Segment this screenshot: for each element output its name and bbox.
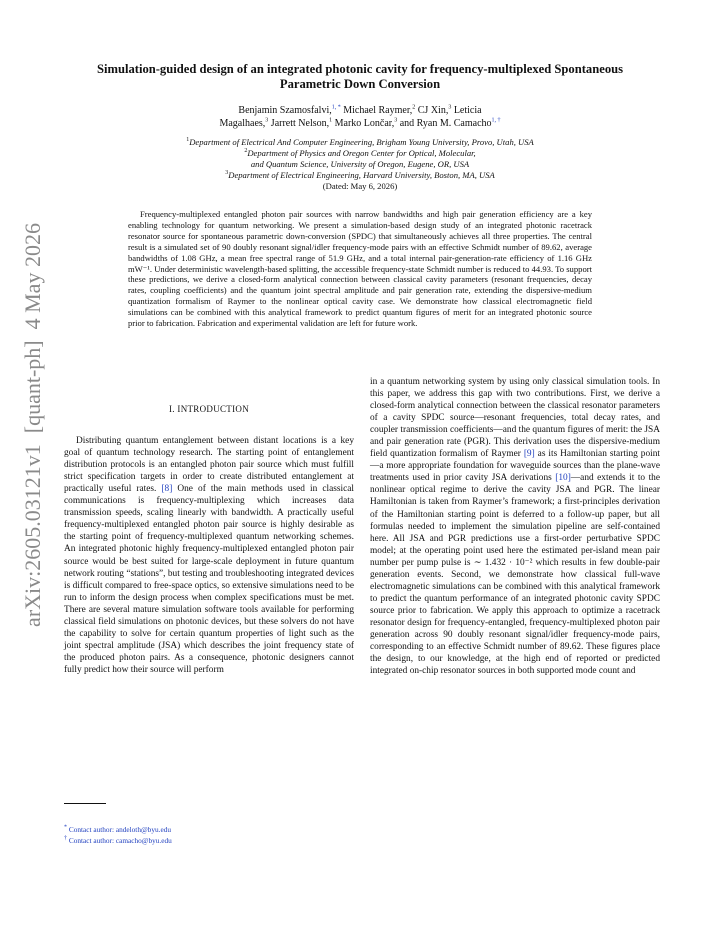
footnote-mark: * (64, 824, 67, 831)
author-affiliation-mark: 3 (448, 104, 452, 111)
arxiv-identifier-stamp (10, 215, 56, 635)
footnote-divider (64, 803, 106, 804)
author-name: Michael Raymer, (340, 105, 413, 116)
affiliation: Department of Electrical And Computer Engineering, Brigham Young University, Provo, Utah, USA (189, 137, 534, 147)
citation-link[interactable]: [9] (523, 449, 535, 460)
paper-title: Simulation-guided design of an integrated photonic cavity for frequency-multiplexed Spontaneous Parametric Down Conversion (96, 62, 624, 91)
author-affiliation-mark: 2 (412, 104, 416, 111)
left-column (64, 403, 354, 676)
affiliation: and Quantum Science, University of Oregon, Eugene, OR, USA (250, 159, 470, 169)
affiliations (95, 137, 625, 192)
section-heading: I. INTRODUCTION (169, 404, 249, 414)
abstract: Frequency-multiplexed entangled photon pair sources with narrow bandwidths and high pair generation efficiency are a key enabling technology for quantum networking. We present a simulation-based design study of an integrated photonic racetrack resonator source for spontaneous parametric down-conversion (SPDC) that simultaneously achieves all three properties. The central result is a simulated set of 90 doubly resonant signal/idler frequency-mode pairs with an effective Schmidt number of 89.62, average bandwidths of 1.08 GHz, a mean free spectral range of 51.9 GHz, and a total internal pair-generation-rate efficiency of 1.16 GHz mW⁻¹. Under deterministic wavelength-based splitting, the accessible frequency-state Schmidt number is reduced to 44.93. To support these predictions, we derive a closed-form analytical connection between classical cavity parameters (resonant frequencies, decay rates, coupling coefficients) and the quantum joint spectral amplitude and pair generation rate, extending the dispersive-medium quantization formalism of Raymer to the nonlinear optical cavity case. We demonstrate how classical electromagnetic field simulations can be combined with this analytical framework to predict quantum figures of merit for an integrated photonic source prior to fabrication. Fabrication and experimental validation are left for future work. (128, 209, 592, 329)
affiliation: Department of Physics and Oregon Center for Optical, Molecular, (247, 148, 476, 158)
body-text: Distributing quantum entanglement between distant locations is a key goal of quantum technology research. The starting point of entanglement distribution protocols is an entangled photon pair source which must fulfill strict specification targets in order to create distributed entanglement at practically useful rates. (64, 436, 354, 495)
body-text: in a quantum networking system by using only classical simulation tools. In this paper, we address this gap with two contributions. First, we derive a closed-form analytical connection between the classical resonator parameters of a cavity SPDC source—resonant frequencies, total decay rates, and coupler transmission coefficients—and the quantum figures of merit: the JSA and pair generation rate (PGR). This derivation uses the dispersive-medium field quantization formalism of Raymer (370, 377, 660, 460)
author-name: Leticia (451, 105, 482, 116)
body-paragraph (64, 435, 354, 676)
date-line: (Dated: May 6, 2026) (322, 181, 398, 191)
body-text: —and extends it to the nonlinear optical regime to derive the cavity JSA and PGR. The linear Hamiltonian is taken from Raymer’s framework; a first-principles derivation of the Hamiltonian starting point is deferred to a follow-up paper, but all formulas needed to implement the simulation pipeline are self-contained here. All JSA and PGR predictions use a first-order perturbative SPDC model; at the operating point used here the estimated per-island mean pair number per pump pulse is ∼ 1.432 · 10⁻² which results in few double-pair generation events. Second, we demonstrate how classical full-wave electromagnetic simulations can be combined with this analytical framework to predict the quantum performance of an integrated photonic cavity SPDC source prior to fabrication. We apply this approach to optimize a racetrack resonator design for frequency-entangled, frequency-multiplexed photon pair generation across 90 doubly resonant signal/idler frequency-mode pairs, corresponding to an effective Schmidt number of 89.62. These figures place the design, to our knowledge, at the high end of reported or predicted integrated on-chip resonator sources in both supported mode count and (370, 473, 660, 677)
contact-email-link[interactable]: Contact author: andeloth@byu.edu (68, 825, 171, 834)
author-name: Benjamin Szamosfalvi, (238, 105, 332, 116)
body-text: One of the main methods used in classical communications is frequency-multiplexing which increases data transmission speeds, scaling linearly with bandwidth. A practically useful frequency-multiplexed entangled photon pair source is highly desirable as the starting point of frequency-multiplexed quantum networking schemes. An integrated photonic highly frequency-multiplexed entangled photon pair source would be best suited for large-scale deployment in future quantum network routing “stations”, but testing and troubleshooting integrated devices is difficult compared to free-space optics, so extensive simulations need to be run to inform the design process when complex specifications must be met. There are several mature simulation software tools available for performing classical field simulations on photonic devices, but these solvers do not have the capability to solve for certain quantum properties of light such as the joint spectral amplitude (JSA) which describes the joint frequency state of the produced photon pairs. As a consequence, photonic designers cannot fully predict how their source will perform (64, 484, 354, 675)
footnote-mark: † (64, 835, 67, 842)
affiliation-number: 3 (225, 170, 229, 177)
author-affiliation-mark: 1, † (491, 117, 501, 124)
footnotes (64, 825, 354, 846)
author-name: Magalhaes, (219, 118, 266, 129)
contact-email-link[interactable]: Contact author: camacho@byu.edu (68, 835, 172, 845)
author-name: Marko Lončar, (332, 118, 395, 129)
author-name: and Ryan M. Camacho (397, 118, 492, 129)
citation-link[interactable]: [10] (555, 473, 571, 484)
affiliation-number: 2 (244, 148, 248, 155)
body-paragraph (370, 376, 660, 677)
author-name: CJ Xin, (415, 105, 449, 116)
author-affiliation-mark: 1 (329, 117, 333, 124)
author-affiliation-mark: 3 (265, 117, 269, 124)
right-column (370, 376, 660, 677)
affiliation-number: 1 (186, 137, 190, 144)
author-affiliation-mark: 3 (394, 117, 398, 124)
citation-link[interactable]: [8] (161, 484, 173, 495)
author-list (100, 104, 620, 130)
author-affiliation-mark: 1, * (331, 104, 341, 111)
body-text: as its Hamiltonian starting point—a more appropriate foundation for waveguide sources than the plane-wave treatments used in prior cavity JSA derivations (370, 449, 661, 484)
arxiv-identifier: arXiv:2605.03121v1 [quant-ph] 4 May 2026 (20, 223, 45, 627)
affiliation: Department of Electrical Engineering, Harvard University, Boston, MA, USA (228, 170, 495, 180)
author-name: Jarrett Nelson, (268, 118, 330, 129)
